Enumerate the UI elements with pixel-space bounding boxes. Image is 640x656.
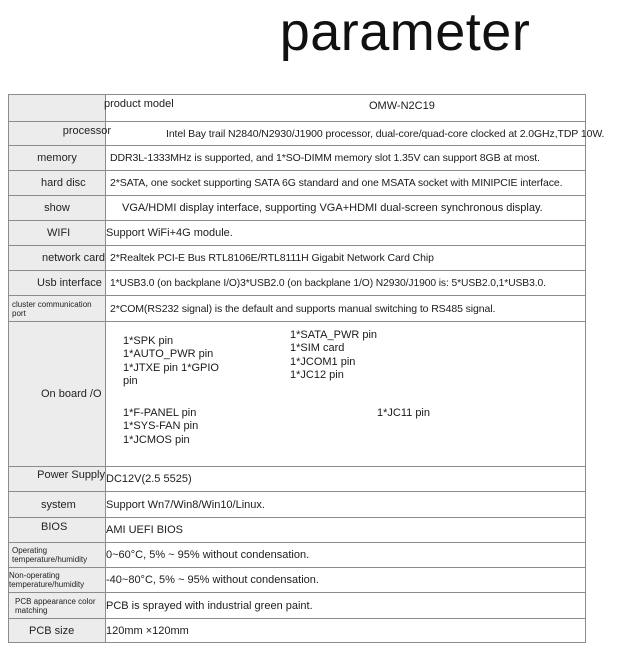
row-value: VGA/HDMI display interface, supporting VGA+HDMI dual-screen synchronous display. — [106, 196, 586, 221]
row-value: PCB is sprayed with industrial green paint. — [106, 593, 586, 619]
row-label: Non-operating temperature/humidity — [9, 568, 106, 593]
pin-list-col3-bottom: 1*JC11 pin — [377, 406, 430, 419]
table-row — [9, 95, 586, 122]
table-row — [9, 221, 586, 246]
row-label: BIOS — [9, 518, 106, 543]
table-row — [9, 146, 586, 171]
row-value: 2*Realtek PCI-E Bus RTL8106E/RTL8111H Gigabit Network Card Chip — [106, 246, 586, 271]
row-label: processor — [9, 122, 106, 146]
row-label: Usb interface — [9, 271, 106, 296]
table-row — [9, 492, 586, 518]
row-label: PCB size — [9, 619, 106, 643]
table-row — [9, 518, 586, 543]
row-value: AMI UEFI BIOS — [106, 518, 586, 543]
row-label: show — [9, 196, 106, 221]
row-label: WIFI — [9, 221, 106, 246]
row-label: PCB appearance color matching — [9, 593, 106, 619]
row-value: 2*SATA, one socket supporting SATA 6G standard and one MSATA socket with MINIPCIE interface. — [106, 171, 586, 196]
pin-list-col1-bottom: 1*F-PANEL pin 1*SYS-FAN pin 1*JCMOS pin — [123, 406, 199, 446]
table-row — [9, 122, 586, 146]
table-row — [9, 171, 586, 196]
row-value: 120mm ×120mm — [106, 619, 586, 643]
row-label — [9, 95, 106, 122]
table-row — [9, 568, 586, 593]
row-label: product model — [104, 98, 174, 110]
table-row — [9, 322, 586, 467]
table-row — [9, 271, 586, 296]
onboard-cell — [106, 322, 586, 467]
row-label: memory — [9, 146, 106, 171]
row-value: 2*COM(RS232 signal) is the default and supports manual switching to RS485 signal. — [106, 296, 586, 322]
row-label: Power Supply — [9, 467, 106, 492]
page-title: parameter — [279, 2, 531, 62]
onboard-pin-list — [106, 323, 585, 466]
table-row — [9, 196, 586, 221]
row-label: network card — [9, 246, 106, 271]
row-value: 0~60°C, 5% ~ 95% without condensation. — [106, 543, 586, 568]
row-value: Intel Bay trail N2840/N2930/J1900 processor, dual-core/quad-core clocked at 2.0GHz,TDP 10W. — [106, 122, 586, 146]
table-row — [9, 619, 586, 643]
row-value: -40~80°C, 5% ~ 95% without condensation. — [106, 568, 586, 593]
row-value: Support WiFi+4G module. — [106, 221, 586, 246]
pin-list-col2-top: 1*SATA_PWR pin 1*SIM card 1*JCOM1 pin 1*JC12 pin — [290, 328, 378, 381]
row-label: system — [9, 492, 106, 518]
pin-list-col1-top: 1*SPK pin 1*AUTO_PWR pin 1*JTXE pin 1*GPIO pin — [123, 334, 219, 387]
table-row — [9, 543, 586, 568]
table-row — [9, 296, 586, 322]
table-row — [9, 467, 586, 492]
row-value: OMW-N2C19 — [369, 100, 435, 112]
spec-table — [8, 94, 605, 643]
row-label: On board /O — [9, 322, 106, 467]
product-model-cell — [106, 95, 586, 122]
table-row — [9, 593, 586, 619]
row-label: hard disc — [9, 171, 106, 196]
row-value: 1*USB3.0 (on backplane I/O)3*USB2.0 (on backplane 1/O) N2930/J1900 is: 5*USB2.0,1*USB3.0. — [106, 271, 586, 296]
row-label: cluster communication port — [9, 296, 106, 322]
row-label: Operating temperature/humidity — [9, 543, 106, 568]
row-value: Support Wn7/Win8/Win10/Linux. — [106, 492, 586, 518]
table-row — [9, 246, 586, 271]
row-value: DC12V(2.5 5525) — [106, 467, 586, 492]
row-value: DDR3L-1333MHz is supported, and 1*SO-DIMM memory slot 1.35V can support 8GB at most. — [106, 146, 586, 171]
